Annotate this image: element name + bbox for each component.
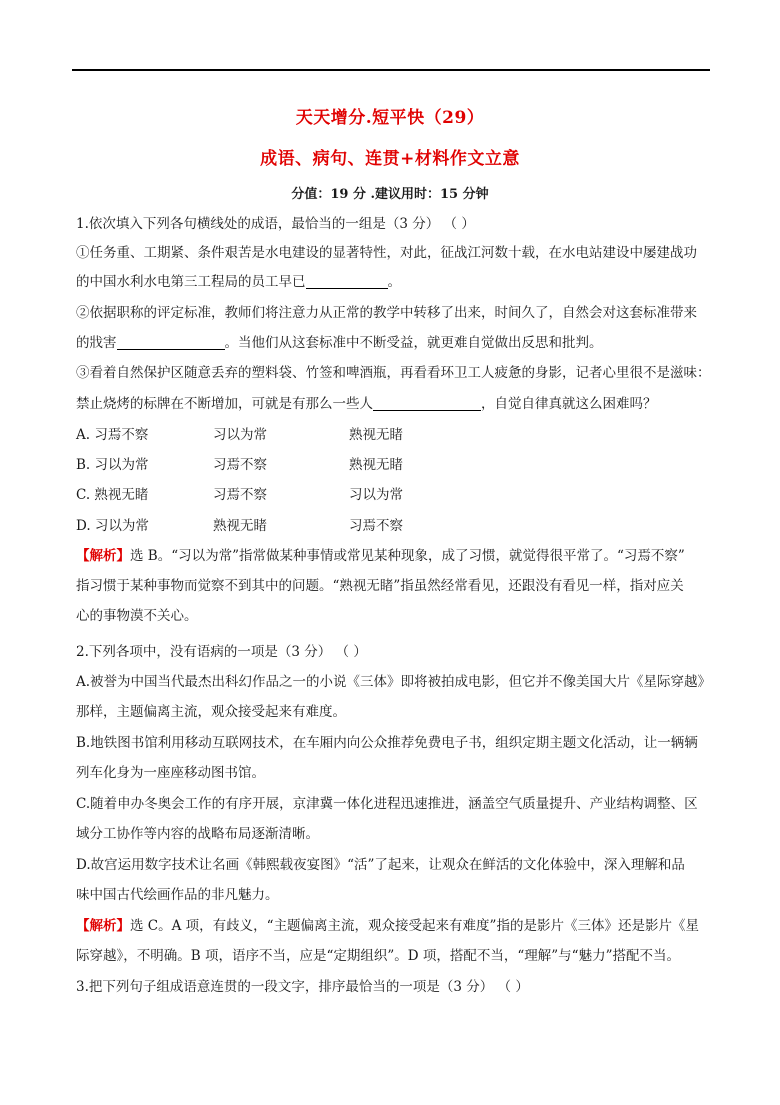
q1-stem: 1.依次填入下列各句横线处的成语，最恰当的一组是（3 分） （ ） — [76, 216, 475, 232]
q3-stem: 3.把下列句子组成语意连贯的一段文字，排序最恰当的一项是（3 分） （ ） — [76, 979, 529, 995]
q2-option-a-line1: A.被誉为中国当代最杰出科幻作品之一的小说《三体》即将被拍成电影，但它并不像美国大片《星际穿越》 — [76, 674, 712, 690]
q2-option-b-line1: B.地铁图书馆利用移动互联网技术，在车厢内向公众推荐免费电子书，组织定期主题文化活动，让一辆辆 — [76, 735, 698, 751]
q1-analysis-line1 — [76, 547, 685, 565]
q1-sentence2-line1: ②依据职称的评定标准，教师们将注意力从正常的教学中转移了出来，时间久了，自然会对这套标准带来 — [76, 305, 697, 321]
q2-stem: 2.下列各项中，没有语病的一项是（3 分） （ ） — [76, 644, 367, 660]
q1-s2-text-b: 。当他们从这套标准中不断受益，就更难自觉做出反思和批判。 — [224, 335, 603, 351]
blank-2 — [117, 335, 225, 350]
q2-analysis-line1 — [76, 917, 699, 935]
option-choice: 熟视无睹 — [213, 518, 267, 534]
page-subtitle: 成语、病句、连贯+材料作文立意 — [260, 149, 520, 169]
q2-option-c-line1: C.随着申办冬奥会工作的有序开展，京津冀一体化进程迅速推进，涵盖空气质量提升、产业结构调整、区 — [76, 796, 698, 812]
blank-3 — [373, 396, 481, 411]
q2-option-c-line2: 域分工协作等内容的战略布局逐渐清晰。 — [76, 826, 319, 842]
option-label: A. 习焉不察 — [76, 427, 149, 443]
q1-sentence1-line1: ①任务重、工期紧、条件艰苦是水电建设的显著特性，对此，征战江河数十载，在水电站建设中屡建战功 — [76, 245, 697, 261]
option-label: C. 熟视无睹 — [76, 487, 149, 503]
option-choice: 习焉不察 — [213, 487, 267, 503]
option-choice: 习以为常 — [213, 427, 267, 443]
page-title: 天天增分.短平快（29） — [295, 108, 485, 128]
analysis-tag: 【解析】 — [76, 548, 130, 564]
q1-s2-text-a: 的戕害 — [76, 335, 117, 351]
q1-s3-text-b: ，自觉自律真就这么困难吗？ — [481, 396, 657, 412]
option-choice: 习以为常 — [349, 487, 403, 503]
q2-analysis-line2: 际穿越》，不明确。B 项，语序不当，应是“定期组织”。D 项，搭配不当，“理解”与“魅力”搭配不当。 — [76, 948, 680, 964]
analysis-tag: 【解析】 — [76, 918, 130, 934]
q2-option-d-line1: D.故宫运用数字技术让名画《韩熙载夜宴图》“活”了起来，让观众在鲜活的文化体验中，深入理解和品 — [76, 857, 685, 873]
score-time-info: 分值：19 分 .建议用时：15 分钟 — [291, 187, 489, 202]
q2-option-a-line2: 那样，主题偏离主流，观众接受起来有难度。 — [76, 704, 346, 720]
q1-sentence2-line2 — [76, 334, 603, 352]
option-label: B. 习以为常 — [76, 457, 149, 473]
q2-option-d-line2: 味中国古代绘画作品的非凡魅力。 — [76, 887, 279, 903]
analysis-text: 选 B。“习以为常”指常做某种事情或常见某种现象，成了习惯，就觉得很平常了。“习焉不察” — [130, 548, 685, 564]
q1-sentence1-line2 — [76, 273, 401, 291]
q1-s1-text: 的中国水利水电第三工程局的员工早已 — [76, 274, 306, 290]
analysis-text: 选 C。A 项，有歧义，“主题偏离主流，观众接受起来有难度”指的是影片《三体》还是影片《星 — [130, 918, 699, 934]
header-rule — [72, 69, 710, 71]
q1-sentence3-line1: ③看着自然保护区随意丢弃的塑料袋、竹签和啤酒瓶，再看看环卫工人疲惫的身影，记者心里很不是滋味： — [76, 365, 711, 381]
q1-analysis-line2: 指习惯于某种事物而觉察不到其中的问题。“熟视无睹”指虽然经常看见，还跟没有看见一样，指对应关 — [76, 578, 684, 594]
option-choice: 熟视无睹 — [349, 457, 403, 473]
option-choice: 习焉不察 — [349, 518, 403, 534]
option-choice: 习焉不察 — [213, 457, 267, 473]
option-choice: 熟视无睹 — [349, 427, 403, 443]
q1-s1-end: 。 — [387, 274, 401, 290]
q2-option-b-line2: 列车化身为一座座移动图书馆。 — [76, 765, 265, 781]
option-label: D. 习以为常 — [76, 518, 149, 534]
q1-analysis-line3: 心的事物漠不关心。 — [76, 608, 198, 624]
q1-s3-text-a: 禁止烧烤的标牌在不断增加，可就是有那么一些人 — [76, 396, 373, 412]
blank-1 — [306, 274, 388, 289]
q1-sentence3-line2 — [76, 395, 657, 413]
